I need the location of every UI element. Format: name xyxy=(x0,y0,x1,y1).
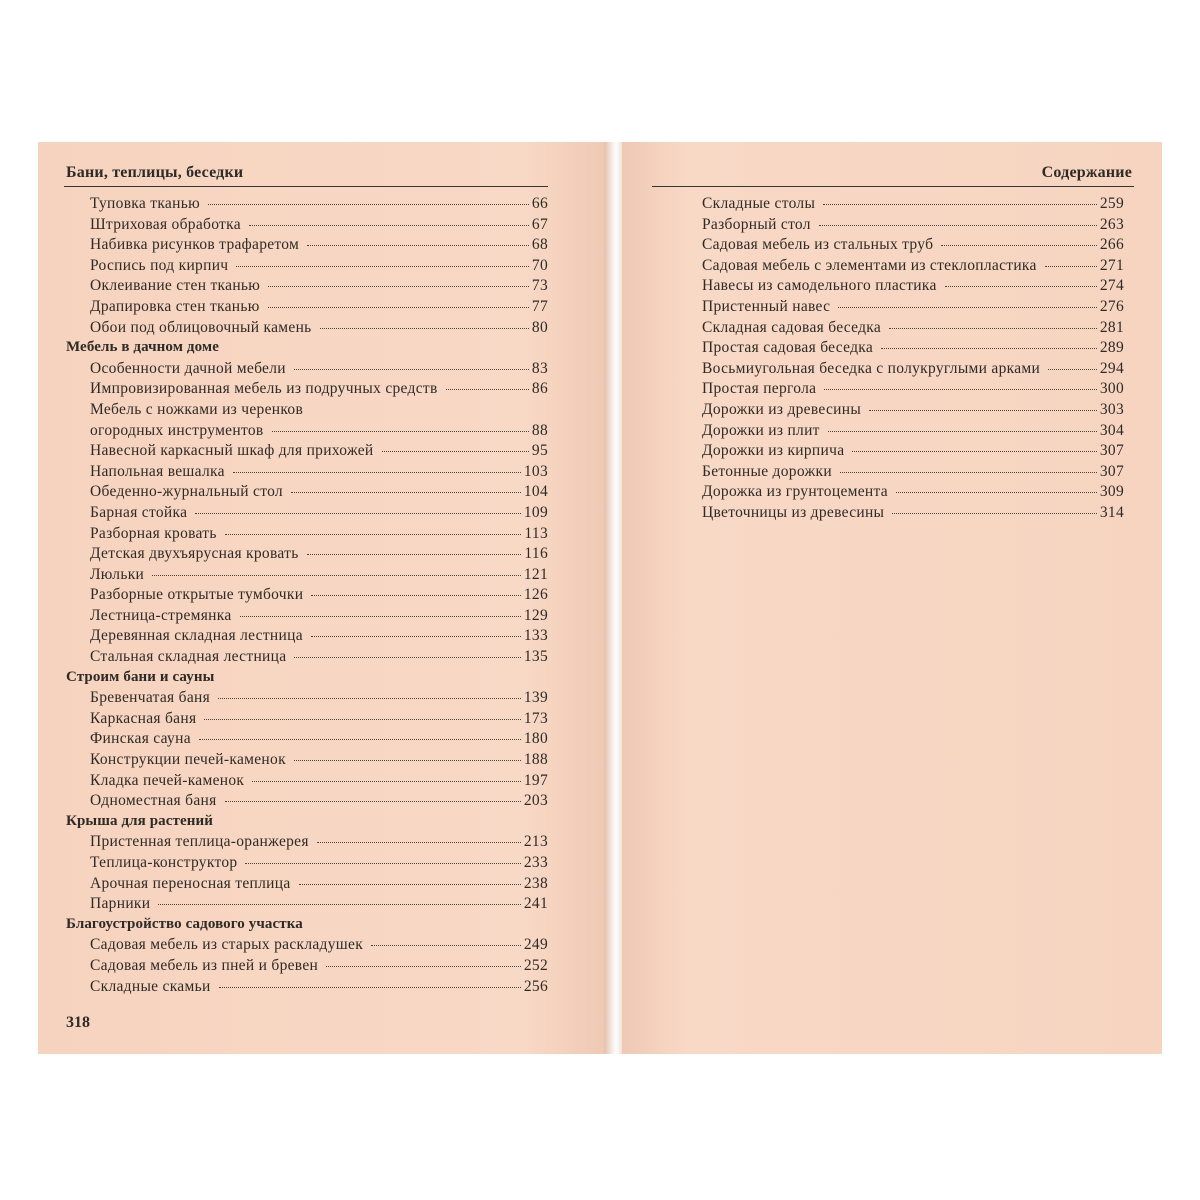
toc-entry-title: Конструкции печей-каменок xyxy=(90,751,286,769)
toc-entry-title: Дорожки из кирпича xyxy=(702,442,845,460)
dot-leader xyxy=(326,966,521,967)
toc-entry-title: Люльки xyxy=(90,565,145,583)
toc-entry-page: 139 xyxy=(523,689,548,707)
toc-entry xyxy=(66,360,548,381)
toc-entry xyxy=(678,463,1124,484)
toc-entry-title: Арочная переносная теплица xyxy=(90,874,291,892)
dot-leader xyxy=(240,616,521,617)
toc-entry-title: Садовая мебель из пней и бревен xyxy=(90,956,319,974)
toc-entry xyxy=(678,298,1124,319)
toc-entry-page: 300 xyxy=(1099,380,1124,398)
dot-leader xyxy=(233,472,521,473)
toc-entry-page: 113 xyxy=(524,524,548,542)
dot-leader xyxy=(889,328,1097,329)
toc-entry-title: Навесы из самодельного пластика xyxy=(702,277,937,295)
toc-entry-page: 307 xyxy=(1099,462,1124,480)
toc-entry xyxy=(678,257,1124,278)
toc-entry xyxy=(66,545,548,566)
toc-entry xyxy=(66,216,548,237)
toc-entry xyxy=(66,648,548,669)
toc-entry-page: 173 xyxy=(523,709,548,727)
toc-entry xyxy=(66,504,548,525)
toc-entry-title: Садовая мебель из стальных труб xyxy=(702,236,934,254)
toc-entry-page: 88 xyxy=(531,421,548,439)
toc-entry-page: 213 xyxy=(523,833,548,851)
toc-entry xyxy=(66,463,548,484)
toc-entry-page: 135 xyxy=(523,648,548,666)
toc-entry-page: 70 xyxy=(531,256,548,274)
toc-entry-page: 304 xyxy=(1099,421,1124,439)
toc-entry-page: 289 xyxy=(1099,339,1124,357)
left-page xyxy=(38,142,610,1054)
toc-entry xyxy=(678,277,1124,298)
dot-leader xyxy=(317,842,521,843)
toc-entry-title: Крыша для растений xyxy=(66,812,213,829)
toc-entry-page: 281 xyxy=(1099,318,1124,336)
running-head: Содержание xyxy=(1041,164,1132,181)
toc-entry-page: 294 xyxy=(1099,359,1124,377)
toc-entry-title: Строим бани и сауны xyxy=(66,668,215,685)
toc-entry xyxy=(66,689,548,710)
toc-entry-title: Штриховая обработка xyxy=(90,215,241,233)
toc-entry xyxy=(678,216,1124,237)
dot-leader xyxy=(371,945,521,946)
header-rule xyxy=(64,186,548,187)
toc-entry-page: 256 xyxy=(523,977,548,995)
toc-entry-title: Детская двухъярусная кровать xyxy=(90,545,299,563)
dot-leader xyxy=(941,245,1097,246)
dot-leader xyxy=(823,204,1097,205)
toc-entry-page: 271 xyxy=(1099,256,1124,274)
toc-entry-page: 95 xyxy=(531,442,548,460)
toc-entry-title: Складная садовая беседка xyxy=(702,318,882,336)
dot-leader xyxy=(881,348,1097,349)
toc-entry xyxy=(678,195,1124,216)
toc-entry-title: Лестница-стремянка xyxy=(90,606,232,624)
dot-leader xyxy=(869,410,1097,411)
toc-entry xyxy=(66,195,548,216)
toc-entry-title: Складные скамьи xyxy=(90,977,211,995)
right-page xyxy=(622,142,1162,1054)
toc-entry xyxy=(66,772,548,793)
toc-entry xyxy=(66,936,548,957)
toc-entry-title: Обеденно-журнальный стол xyxy=(90,483,283,501)
toc-entry xyxy=(66,257,548,278)
toc-entry xyxy=(66,792,548,813)
toc-entry-title: Набивка рисунков трафаретом xyxy=(90,236,300,254)
toc-entry-title: Простая пергола xyxy=(702,380,817,398)
toc-entry xyxy=(66,730,548,751)
toc-entry-title: Цветочницы из древесины xyxy=(702,503,885,521)
dot-leader xyxy=(219,987,521,988)
dot-leader xyxy=(252,781,521,782)
toc-entry-page: 68 xyxy=(531,236,548,254)
toc-entry-page: 104 xyxy=(523,483,548,501)
toc-entry-title: Барная стойка xyxy=(90,503,188,521)
toc-entry-title: Дорожки из плит xyxy=(702,421,820,439)
toc-entry-title: Навесной каркасный шкаф для прихожей xyxy=(90,442,374,460)
toc-entry xyxy=(66,895,548,916)
toc-entry xyxy=(66,854,548,875)
toc-entry-page: 126 xyxy=(523,586,548,604)
toc-entry-title: Благоустройство садового участка xyxy=(66,915,303,932)
dot-leader xyxy=(218,698,521,699)
dot-leader xyxy=(268,307,529,308)
toc-entry-title: Роспись под кирпич xyxy=(90,256,229,274)
dot-leader xyxy=(294,760,521,761)
toc-entry xyxy=(678,360,1124,381)
toc-entry xyxy=(66,586,548,607)
toc-entry-title: Простая садовая беседка xyxy=(702,339,874,357)
toc-entry-title: Особенности дачной мебели xyxy=(90,359,286,377)
dot-leader xyxy=(892,513,1097,514)
toc-entry xyxy=(678,339,1124,360)
toc-section-heading xyxy=(66,669,548,690)
header-rule xyxy=(652,186,1134,187)
dot-leader xyxy=(236,266,529,267)
toc-entry xyxy=(678,380,1124,401)
toc-entry-page: 109 xyxy=(523,503,548,521)
toc-entry-title: огородных инструментов xyxy=(90,421,264,439)
dot-leader xyxy=(268,286,529,287)
toc-entry-page: 83 xyxy=(531,359,548,377)
running-head: Бани, теплицы, беседки xyxy=(66,164,244,181)
toc-entry xyxy=(66,566,548,587)
toc-entry-title: Теплица-конструктор xyxy=(90,854,238,871)
toc-entry xyxy=(66,483,548,504)
toc-entry xyxy=(66,422,548,443)
toc-entry xyxy=(66,442,548,463)
toc-entry xyxy=(66,380,548,401)
toc-entry xyxy=(678,319,1124,340)
toc-entry-title: Бетонные дорожки xyxy=(702,462,832,480)
dot-leader xyxy=(824,389,1096,390)
toc-entry-title: Складные столы xyxy=(702,195,816,212)
toc-entry-page: 188 xyxy=(523,751,548,769)
toc-entry-title: Мебель с ножками из черенков xyxy=(90,400,304,418)
toc-entry-page: 266 xyxy=(1099,236,1124,254)
toc-entry-title: Обои под облицовочный камень xyxy=(90,318,312,336)
toc-entry-title: Мебель в дачном доме xyxy=(66,339,219,356)
toc-list xyxy=(66,195,548,998)
toc-entry-page: 129 xyxy=(523,606,548,624)
toc-entry xyxy=(678,236,1124,257)
toc-entry-title: Деревянная складная лестница xyxy=(90,627,303,645)
toc-entry-title: Садовая мебель с элементами из стеклопластика xyxy=(702,256,1037,274)
toc-entry-page: 116 xyxy=(524,545,548,563)
dot-leader xyxy=(208,204,529,205)
dot-leader xyxy=(819,225,1097,226)
toc-entry-title: Каркасная баня xyxy=(90,709,197,727)
toc-entry-page: 233 xyxy=(523,854,548,871)
toc-entry-page: 203 xyxy=(523,792,548,810)
dot-leader xyxy=(225,801,521,802)
toc-entry-title: Разборная кровать xyxy=(90,524,217,542)
toc-entry-title: Садовая мебель из старых раскладушек xyxy=(90,936,364,954)
toc-entry-title: Стальная складная лестница xyxy=(90,648,287,666)
toc-entry-page: 303 xyxy=(1099,400,1124,418)
toc-entry xyxy=(66,277,548,298)
toc-entry-page: 180 xyxy=(523,730,548,748)
toc-entry xyxy=(66,401,548,422)
toc-entry-page: 133 xyxy=(523,627,548,645)
dot-leader xyxy=(945,286,1097,287)
toc-entry-title: Дорожка из грунтоцемента xyxy=(702,483,888,501)
toc-entry-page: 73 xyxy=(531,277,548,295)
toc-entry xyxy=(66,525,548,546)
dot-leader xyxy=(195,513,521,514)
toc-entry xyxy=(66,607,548,628)
toc-entry xyxy=(678,401,1124,422)
toc-entry-title: Кладка печей-каменок xyxy=(90,771,245,789)
toc-entry-title: Финская сауна xyxy=(90,730,191,748)
toc-section-heading xyxy=(66,339,548,360)
toc-entry-title: Разборные открытые тумбочки xyxy=(90,586,304,604)
toc-entry xyxy=(66,627,548,648)
dot-leader xyxy=(320,328,529,329)
toc-entry xyxy=(66,833,548,854)
toc-entry-page: 252 xyxy=(523,956,548,974)
toc-entry-page: 259 xyxy=(1099,195,1124,212)
toc-entry-page: 241 xyxy=(523,895,548,913)
toc-entry-title: Напольная вешалка xyxy=(90,462,225,480)
toc-entry-page: 263 xyxy=(1099,215,1124,233)
dot-leader xyxy=(1048,369,1097,370)
toc-entry-page: 103 xyxy=(523,462,548,480)
toc-entry xyxy=(678,483,1124,504)
toc-entry-page: 307 xyxy=(1099,442,1124,460)
dot-leader xyxy=(382,451,529,452)
toc-entry-page: 86 xyxy=(531,380,548,398)
toc-entry-title: Оклеивание стен тканью xyxy=(90,277,261,295)
toc-entry-page: 80 xyxy=(531,318,548,336)
toc-section-heading xyxy=(66,813,548,834)
toc-entry-page: 121 xyxy=(523,565,548,583)
toc-entry xyxy=(66,957,548,978)
toc-entry-page: 274 xyxy=(1099,277,1124,295)
toc-entry-title: Бревенчатая баня xyxy=(90,689,211,707)
toc-entry-page: 67 xyxy=(531,215,548,233)
toc-section-heading xyxy=(66,916,548,937)
toc-entry xyxy=(66,319,548,340)
dot-leader xyxy=(152,575,521,576)
toc-entry-page: 197 xyxy=(523,771,548,789)
dot-leader xyxy=(311,636,521,637)
toc-entry-title: Разборный стол xyxy=(702,215,811,233)
toc-entry xyxy=(66,298,548,319)
dot-leader xyxy=(896,492,1097,493)
dot-leader xyxy=(1045,266,1097,267)
toc-entry xyxy=(66,875,548,896)
dot-leader xyxy=(311,595,521,596)
toc-entry-page: 66 xyxy=(531,195,548,212)
toc-entry-title: Парники xyxy=(90,895,151,913)
toc-entry xyxy=(66,978,548,999)
toc-entry xyxy=(66,710,548,731)
toc-entry xyxy=(66,751,548,772)
dot-leader xyxy=(158,904,521,905)
dot-leader xyxy=(840,472,1097,473)
toc-entry xyxy=(678,504,1124,525)
toc-entry xyxy=(678,422,1124,443)
toc-entry-page: 77 xyxy=(531,297,548,315)
toc-entry-page: 238 xyxy=(523,874,548,892)
dot-leader xyxy=(272,431,529,432)
dot-leader xyxy=(294,657,520,658)
toc-entry xyxy=(678,442,1124,463)
toc-entry-page: 309 xyxy=(1099,483,1124,501)
toc-entry-title: Одноместная баня xyxy=(90,792,217,810)
dot-leader xyxy=(245,863,520,864)
dot-leader xyxy=(446,389,529,390)
page-number: 318 xyxy=(66,1014,90,1031)
toc-entry-page: 276 xyxy=(1099,297,1124,315)
dot-leader xyxy=(828,431,1097,432)
dot-leader xyxy=(299,884,521,885)
toc-list xyxy=(678,195,1124,525)
toc-entry-page: 249 xyxy=(523,936,548,954)
dot-leader xyxy=(307,554,522,555)
toc-entry-title: Импровизированная мебель из подручных средств xyxy=(90,380,438,398)
toc-entry-title: Дорожки из древесины xyxy=(702,400,862,418)
dot-leader xyxy=(249,225,529,226)
toc-entry xyxy=(66,236,548,257)
toc-entry-title: Восьмиугольная беседка с полукруглыми арками xyxy=(702,359,1041,377)
toc-entry-page: 314 xyxy=(1099,503,1124,521)
dot-leader xyxy=(291,492,521,493)
dot-leader xyxy=(307,245,529,246)
dot-leader xyxy=(294,369,529,370)
dot-leader xyxy=(838,307,1097,308)
toc-entry-title: Драпировка стен тканью xyxy=(90,297,260,315)
dot-leader xyxy=(199,739,521,740)
toc-entry-title: Пристенный навес xyxy=(702,297,831,315)
dot-leader xyxy=(852,451,1096,452)
dot-leader xyxy=(225,534,522,535)
toc-entry-title: Пристенная теплица-оранжерея xyxy=(90,833,309,851)
toc-entry-title: Туповка тканью xyxy=(90,195,200,212)
dot-leader xyxy=(204,719,520,720)
